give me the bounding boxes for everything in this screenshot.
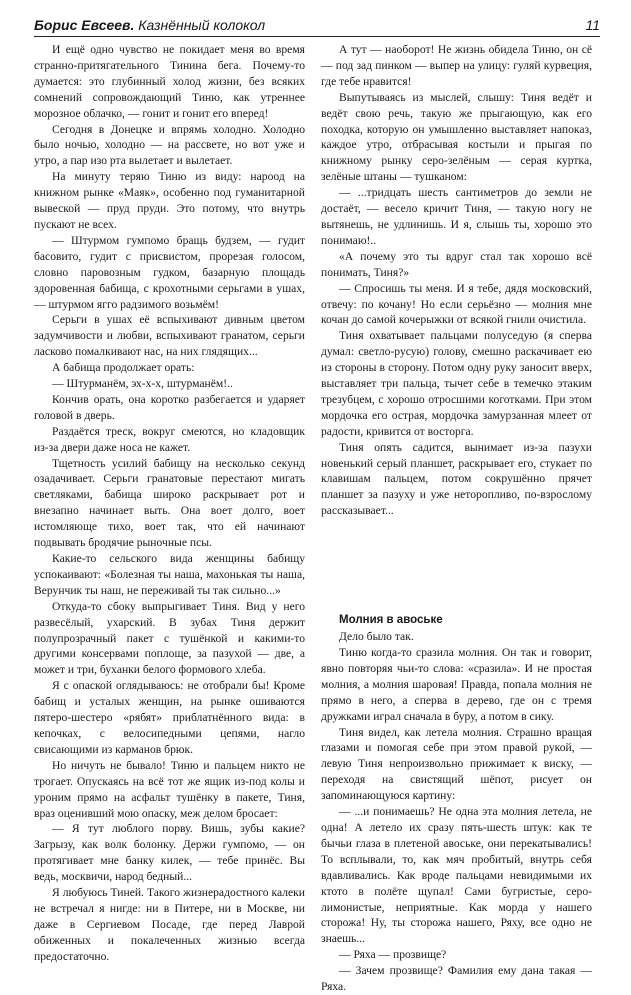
page-number: 11 bbox=[585, 17, 600, 33]
section-gap bbox=[321, 519, 592, 613]
paragraph: Тиня охватывает пальцами полуседую (я сперва думал: светло-русую) голову, смешно раскачивает ею из стороны в сторону. Потом одну руку заносит вверх, выставляет три пальца, тычет себе в темечко этаким трезубцем, с хорошо отросшими коготками. При этом мордочка его острая, мордочка замурзанная млеет от радости, кривится от восторга. bbox=[321, 329, 592, 438]
paragraph: На минуту теряю Тиню из виду: нароод на книжном рынке «Маяк», особенно под гуманитарной вывеской — пруд пруди. Это потому, что внутрь пускают не всех. bbox=[34, 170, 305, 231]
paragraph: Тщетность усилий бабищу на несколько секунд озадачивает. Серьги гранатовые перестают мигать светляками, бабища широко раскрывает рот и внезапно начинает выть. Она воет долго, воет истомляюще тихо, воет так, что ей начинают подвывать бродячие рыночные псы. bbox=[34, 456, 305, 550]
paragraph: — ...тридцать шесть сантиметров до земли не достаёт, — весело кричит Тиня, — такую ногу не вытянешь, не удлинишь. И я, слышь ты, хорошо это понимаю!.. bbox=[321, 186, 592, 247]
section-heading: Молния в авоське bbox=[339, 614, 443, 627]
paragraph: Тиня опять садится, вынимает из-за пазухи новенький серый планшет, раскрывает его, стукает по клавишам пальцем, потом сокрушённо прячет планшет за пазуху и уже неторопливо, по-взрослому рассказывает... bbox=[321, 440, 592, 518]
paragraph: — Я тут люблого порву. Вишь, зубы какие? Загрызу, как волк болонку. Держи гумпомо, — он протягивает мне банку килек, — тебе принёс. Вы ведь, москвичи, народ бедный... bbox=[34, 822, 305, 884]
paragraph: Какие-то сельского вида женщины бабищу успокаивают: «Болезная ты наша, махонькая ты наша, Верунчик ты наш, не переживай ты так сильно...» bbox=[34, 552, 305, 597]
paragraph: Откуда-то сбоку выпрыгивает Тиня. Вид у него развесёлый, ухарский. В зубах Тиня держит полупрозрачный пакет с тушёнкой и какими-то другими консервами поплоще, за пазухой — две, а может и три, буханки белого формового хлеба. bbox=[34, 599, 305, 677]
paragraph: А бабища продолжает орать: bbox=[52, 361, 195, 375]
paragraph: Выпутываясь из мыслей, слышу: Тиня ведёт и ведёт свою речь, такую же прыгающую, как его походка, которую он умышленно выставляет напоказ, каждое утро, отбрасывая костыли и прыгая по книжному рынку серо-зелёным — серая куртка, зелёные штаны — тушканом: bbox=[321, 90, 592, 184]
running-header bbox=[34, 16, 600, 37]
paragraph: Тиня видел, как летела молния. Страшно вращая глазами и помогая себе при этом правой рукой, — левую Тиня непроизвольно прижимает к виску, — переходя на свистящий шёпот, рисует он запоминающуюся картину: bbox=[321, 725, 592, 803]
paragraph: — Ряха — прозвище? bbox=[339, 948, 447, 962]
paragraph: Дело было так. bbox=[339, 630, 414, 644]
paragraph: — Штурмом гумпомо бращь будзем, — гудит басовито, гудит с присвистом, прорезая голосом, словно паровозным гудком, базарную площадь здоровенная бабища, с крохотными серьгами в ушах, — штурмом ягго радзимого возьмём! bbox=[34, 233, 305, 311]
right-column bbox=[321, 42, 592, 995]
paragraph: Серьги в ушах её вспыхивают дивным цветом задумчивости и любви, вспыхивают гранатом, серьги ласково помалкивают нас, на них глядящих... bbox=[34, 313, 305, 359]
paragraph: — Спросишь ты меня. И я тебе, дядя московский, отвечу: по кочану! Но если серьёзно — молния мне кочан до самой кочерыжки от всякой гнили очистила. bbox=[321, 281, 592, 327]
paragraph: — Зачем прозвище? Фамилия ему дана такая — Ряха. bbox=[321, 964, 592, 994]
paragraph: А тут — наоборот! Не жизнь обидела Тиню, он сё — под зад пинком — выпер на улицу: гуляй курвеция, где тебе нравится! bbox=[321, 43, 592, 88]
paragraph: Сегодня в Донецке и впрямь холодно. Холодно было ночью, холодно — на рассвете, но вот уже и утро, а пар изо рта вылетает и вылетает. bbox=[34, 122, 305, 168]
author-name: Борис Евсеев. bbox=[34, 17, 135, 33]
paragraph: — Штурманём, эх-х-х, штурманём!.. bbox=[52, 377, 233, 391]
paragraph: Тиню когда-то сразила молния. Он так и говорит, явно повторяя чьи-то слова: «сразила». И не простая молния, а молния шаровая! Правда, попала молния не прямо в него, а сперва в дерево, где он с тремя дружками играл сначала в буру, а потом в сику. bbox=[321, 646, 592, 723]
paragraph: Я с опаской оглядываюсь: не отобрали бы! Кроме бабищ и усталых женщин, на рынке ошиваются пятеро-шестеро «рябят» приблатнённого вида: в кепочках, с велосипедными цепями, нагло свисающими из карманов брюк. bbox=[34, 679, 305, 756]
paragraph: Я любуюсь Тиней. Такого жизнерадостного калеки не встречал я нигде: ни в Питере, ни в Москве, ни даже в Сергиевом Посаде, где перед Лаврой обиженных и покалеченных жизнью всегда предостаточно. bbox=[34, 886, 305, 963]
paragraph: Кончив орать, она коротко разбегается и ударяет головой в дверь. bbox=[34, 392, 305, 422]
book-title: Казнённый колокол bbox=[138, 17, 266, 33]
paragraph: «А почему это ты вдруг стал так хорошо всё понимать, Тиня?» bbox=[321, 249, 592, 279]
left-column bbox=[34, 42, 305, 965]
paragraph: Но ничуть не бывало! Тиню и пальцем никто не трогает. Опускаясь на всё тот же ящик из-под колы и уроним прямо на асфальт тушёнку в пакете, Тиня, враз оценивший мою опаску, меж делом бросает: bbox=[34, 758, 305, 820]
paragraph: И ещё одно чувство не покидает меня во время странно-притягательного Тинина бега. Почему-то думается: это глубинный холод жизни, без всяких сомнений сопровождающий Тиню, как утреннее морозное облачко, — гонит и гонит его вперед! bbox=[34, 43, 305, 120]
paragraph: Раздаётся треск, вокруг смеются, но кладовщик из-за двери даже носа не кажет. bbox=[34, 424, 305, 454]
running-title bbox=[34, 17, 265, 33]
paragraph: — ...и понимаешь? Не одна эта молния летела, не одна! А летело их сразу пять-шесть штук: как те бычьи глаза в плетеной авоське, они перекатывались! То всплывали, то, как мяч пробитый, внутрь себя вдавливались. Как вроде пальцами невидимыми их ктото в полёте щупал! Сами бугристые, серо-лимонистые, неприятные. Как морда у нашего сторожа! Ну, ты сторожа нашего, Ряху, все одно не знаешь... bbox=[321, 805, 592, 946]
